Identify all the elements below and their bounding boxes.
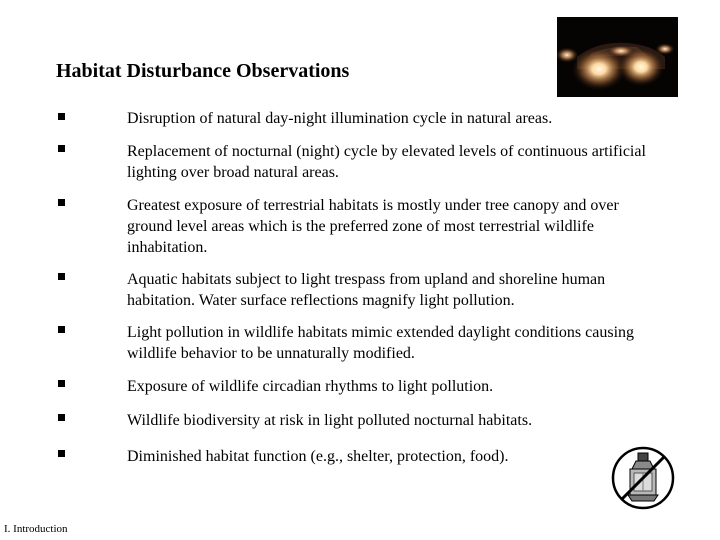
no-light-fixture-icon: [610, 445, 676, 511]
bullet-item-3: Greatest exposure of terrestrial habitats is mostly under tree canopy and over ground level areas which is the preferred zone of most terrestrial wildlife inhabitation.: [127, 197, 619, 256]
slide-title: Habitat Disturbance Observations: [56, 60, 350, 82]
bullet-item-6: Exposure of wildlife circadian rhythms to light pollution.: [127, 378, 494, 395]
bullet-item-4: Aquatic habitats subject to light trespass from upland and shoreline human habitation. Water surface reflections magnify light pollution.: [127, 271, 606, 309]
bullet-item-2: Replacement of nocturnal (night) cycle by elevated levels of continuous artificial lighting over broad natural areas.: [127, 143, 646, 181]
bullet-item-1: Disruption of natural day-night illumination cycle in natural areas.: [127, 110, 553, 127]
bullet-marker: [58, 380, 65, 387]
footer-section-label: I. Introduction: [4, 523, 68, 535]
bullet-marker: [58, 450, 65, 457]
bullet-item-7: Wildlife biodiversity at risk in light polluted nocturnal habitats.: [127, 412, 533, 429]
night-car-headlights-photo: [557, 17, 678, 97]
bullet-item-5: Light pollution in wildlife habitats mimic extended daylight conditions causing wildlife behavior to be unnaturally modified.: [127, 324, 635, 362]
bullet-marker: [58, 273, 65, 280]
bullet-marker: [58, 145, 65, 152]
bullet-marker: [58, 414, 65, 421]
bullet-marker: [58, 113, 65, 120]
bullet-marker: [58, 326, 65, 333]
bullet-marker: [58, 199, 65, 206]
bullet-item-8: Diminished habitat function (e.g., shelter, protection, food).: [127, 448, 509, 465]
